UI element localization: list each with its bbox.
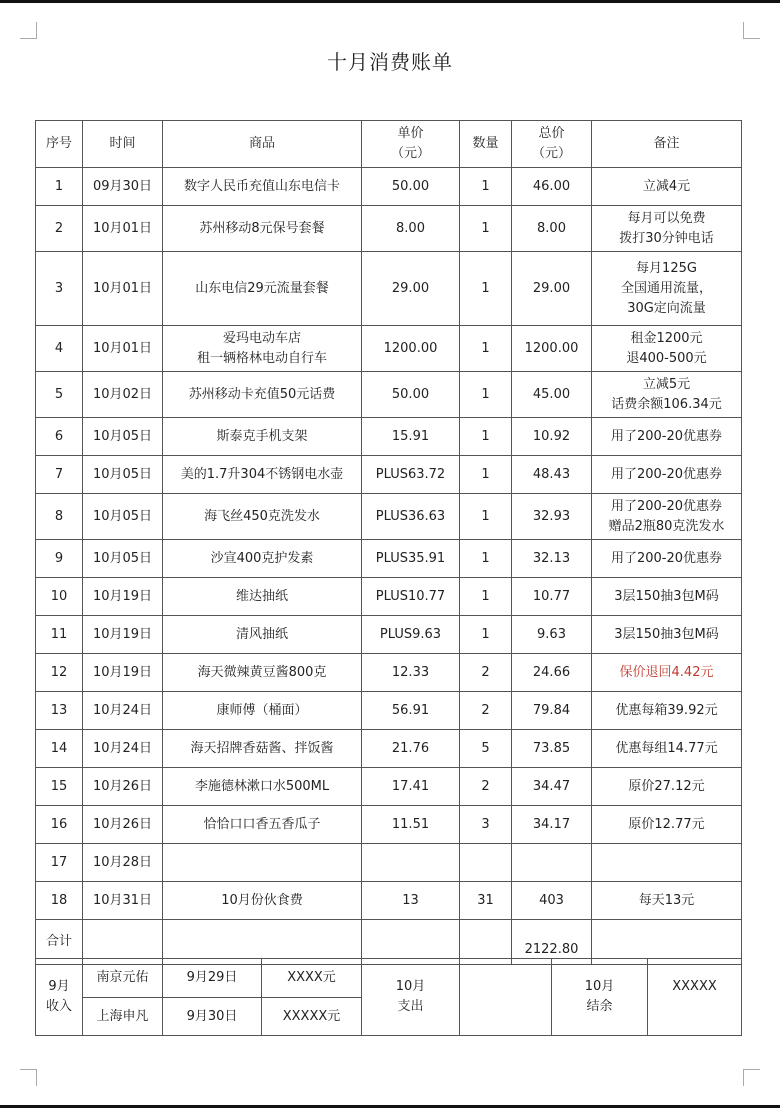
cell-qty: 31 xyxy=(460,882,512,920)
cell-item: 美的1.7升304不锈钢电水壶 xyxy=(163,456,362,494)
income-label: 9月 收入 xyxy=(36,959,83,1036)
cell-qty: 1 xyxy=(460,418,512,456)
cell-time: 10月19日 xyxy=(83,578,163,616)
cell-seq: 2 xyxy=(36,206,83,252)
cell-note: 优惠每箱39.92元 xyxy=(592,692,742,730)
cell-time: 10月01日 xyxy=(83,252,163,326)
cell-qty: 1 xyxy=(460,326,512,372)
cell-note: 3层150抽3包M码 xyxy=(592,578,742,616)
table-row xyxy=(36,768,742,806)
cell-qty: 1 xyxy=(460,540,512,578)
table-row xyxy=(36,206,742,252)
cell-total: 34.17 xyxy=(512,806,592,844)
cell-seq: 5 xyxy=(36,372,83,418)
income-amount-1: XXXX元 xyxy=(262,959,362,998)
expense-value xyxy=(460,959,552,1036)
table-row xyxy=(36,540,742,578)
cell-time: 10月31日 xyxy=(83,882,163,920)
cell-note: 每月125G 全国通用流量， 30G定向流量 xyxy=(592,252,742,326)
cell-item: 山东电信29元流量套餐 xyxy=(163,252,362,326)
cell-qty: 2 xyxy=(460,692,512,730)
balance-label: 10月 结余 xyxy=(552,959,648,1036)
cell-seq: 8 xyxy=(36,494,83,540)
table-row xyxy=(36,252,742,326)
cell-qty: 1 xyxy=(460,252,512,326)
cell-seq: 3 xyxy=(36,252,83,326)
cell-seq: 13 xyxy=(36,692,83,730)
corner-mark-top-right xyxy=(743,22,760,39)
cell-time: 10月26日 xyxy=(83,806,163,844)
table-row xyxy=(36,844,742,882)
cell-total: 8.00 xyxy=(512,206,592,252)
income-date-2: 9月30日 xyxy=(163,998,262,1036)
cell-price: 50.00 xyxy=(362,168,460,206)
cell-total: 79.84 xyxy=(512,692,592,730)
income-source-2: 上海申凡 xyxy=(83,998,163,1036)
top-border xyxy=(0,0,780,3)
cell-total xyxy=(512,844,592,882)
cell-item: 沙宣400克护发素 xyxy=(163,540,362,578)
cell-qty: 1 xyxy=(460,616,512,654)
cell-time: 10月05日 xyxy=(83,418,163,456)
cell-seq: 6 xyxy=(36,418,83,456)
expense-label: 10月 支出 xyxy=(362,959,460,1036)
cell-item: 恰恰口口香五香瓜子 xyxy=(163,806,362,844)
table-row xyxy=(36,372,742,418)
cell-seq: 16 xyxy=(36,806,83,844)
bill-table-body xyxy=(36,121,742,965)
cell-qty: 3 xyxy=(460,806,512,844)
table-row xyxy=(36,494,742,540)
cell-note: 用了200-20优惠券 xyxy=(592,456,742,494)
cell-price: 11.51 xyxy=(362,806,460,844)
corner-mark-bottom-right xyxy=(743,1069,760,1086)
cell-qty: 1 xyxy=(460,494,512,540)
cell-price: 50.00 xyxy=(362,372,460,418)
cell-price: PLUS36.63 xyxy=(362,494,460,540)
cell-total: 46.00 xyxy=(512,168,592,206)
page-title: 十月消费账单 xyxy=(327,50,453,74)
table-row xyxy=(36,326,742,372)
cell-item xyxy=(163,844,362,882)
cell-note: 每天13元 xyxy=(592,882,742,920)
cell-qty: 1 xyxy=(460,578,512,616)
cell-item: 数字人民币充值山东电信卡 xyxy=(163,168,362,206)
cell-seq: 14 xyxy=(36,730,83,768)
table-row xyxy=(36,168,742,206)
cell-item: 海天招牌香菇酱、拌饭酱 xyxy=(163,730,362,768)
table-row xyxy=(36,692,742,730)
cell-seq: 10 xyxy=(36,578,83,616)
cell-note: 用了200-20优惠券 xyxy=(592,418,742,456)
cell-item: 爱玛电动车店 租一辆格林电动自行车 xyxy=(163,326,362,372)
cell-qty xyxy=(460,844,512,882)
cell-qty: 1 xyxy=(460,372,512,418)
cell-qty: 2 xyxy=(460,654,512,692)
cell-item: 李施德林漱口水500ML xyxy=(163,768,362,806)
table-row xyxy=(36,578,742,616)
cell-total: 45.00 xyxy=(512,372,592,418)
cell-price: PLUS35.91 xyxy=(362,540,460,578)
cell-time: 10月05日 xyxy=(83,540,163,578)
cell-note: 立减4元 xyxy=(592,168,742,206)
cell-total: 24.66 xyxy=(512,654,592,692)
cell-time: 10月19日 xyxy=(83,654,163,692)
cell-seq: 17 xyxy=(36,844,83,882)
cell-qty: 5 xyxy=(460,730,512,768)
cell-total: 34.47 xyxy=(512,768,592,806)
cell-seq: 4 xyxy=(36,326,83,372)
cell-item: 海飞丝450克洗发水 xyxy=(163,494,362,540)
corner-mark-bottom-left xyxy=(20,1069,37,1086)
cell-time: 10月28日 xyxy=(83,844,163,882)
cell-time: 10月26日 xyxy=(83,768,163,806)
total-label: 合计 xyxy=(36,920,83,965)
cell-price xyxy=(362,844,460,882)
cell-seq: 11 xyxy=(36,616,83,654)
header-item: 商品 xyxy=(163,121,362,168)
cell-total: 10.77 xyxy=(512,578,592,616)
cell-total: 9.63 xyxy=(512,616,592,654)
cell-item: 清风抽纸 xyxy=(163,616,362,654)
cell-total: 73.85 xyxy=(512,730,592,768)
balance-value: XXXXX xyxy=(648,959,742,1036)
cell-seq: 18 xyxy=(36,882,83,920)
cell-item: 维达抽纸 xyxy=(163,578,362,616)
cell-seq: 15 xyxy=(36,768,83,806)
cell-note: 保价退回4.42元 xyxy=(592,654,742,692)
cell-price: 8.00 xyxy=(362,206,460,252)
bill-table xyxy=(35,120,742,965)
cell-note: 3层150抽3包M码 xyxy=(592,616,742,654)
cell-total: 10.92 xyxy=(512,418,592,456)
cell-note: 租金1200元 退400-500元 xyxy=(592,326,742,372)
cell-total: 48.43 xyxy=(512,456,592,494)
cell-total: 32.13 xyxy=(512,540,592,578)
table-row xyxy=(36,456,742,494)
summary-table xyxy=(35,958,742,1036)
cell-total: 403 xyxy=(512,882,592,920)
cell-qty: 1 xyxy=(460,456,512,494)
header-row xyxy=(36,121,742,168)
cell-seq: 12 xyxy=(36,654,83,692)
cell-price: 29.00 xyxy=(362,252,460,326)
cell-note xyxy=(592,844,742,882)
table-row xyxy=(36,882,742,920)
table-row xyxy=(36,616,742,654)
cell-item: 10月份伙食费 xyxy=(163,882,362,920)
income-date-1: 9月29日 xyxy=(163,959,262,998)
cell-time: 10月02日 xyxy=(83,372,163,418)
income-amount-2: XXXXX元 xyxy=(262,998,362,1036)
total-value: 2122.80 xyxy=(512,920,592,965)
cell-note: 用了200-20优惠券 赠品2瓶80克洗发水 xyxy=(592,494,742,540)
cell-item: 康师傅（桶面） xyxy=(163,692,362,730)
cell-qty: 2 xyxy=(460,768,512,806)
cell-total: 32.93 xyxy=(512,494,592,540)
cell-price: 17.41 xyxy=(362,768,460,806)
cell-price: 21.76 xyxy=(362,730,460,768)
cell-time: 10月24日 xyxy=(83,730,163,768)
cell-price: 13 xyxy=(362,882,460,920)
cell-seq: 1 xyxy=(36,168,83,206)
cell-time: 10月24日 xyxy=(83,692,163,730)
cell-price: 1200.00 xyxy=(362,326,460,372)
cell-price: 15.91 xyxy=(362,418,460,456)
cell-time: 10月19日 xyxy=(83,616,163,654)
cell-price: 56.91 xyxy=(362,692,460,730)
cell-item: 苏州移动卡充值50元话费 xyxy=(163,372,362,418)
table-row xyxy=(36,806,742,844)
cell-item: 斯泰克手机支架 xyxy=(163,418,362,456)
cell-time: 10月05日 xyxy=(83,456,163,494)
corner-mark-top-left xyxy=(20,22,37,39)
cell-item: 苏州移动8元保号套餐 xyxy=(163,206,362,252)
cell-price: PLUS9.63 xyxy=(362,616,460,654)
cell-item: 海天微辣黄豆酱800克 xyxy=(163,654,362,692)
table-row xyxy=(36,654,742,692)
cell-seq: 7 xyxy=(36,456,83,494)
cell-qty: 1 xyxy=(460,168,512,206)
header-qty: 数量 xyxy=(460,121,512,168)
cell-price: 12.33 xyxy=(362,654,460,692)
cell-note: 每月可以免费 拨打30分钟电话 xyxy=(592,206,742,252)
cell-note: 优惠每组14.77元 xyxy=(592,730,742,768)
cell-time: 10月01日 xyxy=(83,326,163,372)
cell-note: 原价12.77元 xyxy=(592,806,742,844)
cell-time: 09月30日 xyxy=(83,168,163,206)
cell-seq: 9 xyxy=(36,540,83,578)
cell-total: 29.00 xyxy=(512,252,592,326)
cell-price: PLUS10.77 xyxy=(362,578,460,616)
header-note: 备注 xyxy=(592,121,742,168)
table-row xyxy=(36,418,742,456)
cell-price: PLUS63.72 xyxy=(362,456,460,494)
header-seq: 序号 xyxy=(36,121,83,168)
cell-note: 用了200-20优惠券 xyxy=(592,540,742,578)
header-time: 时间 xyxy=(83,121,163,168)
cell-note: 原价27.12元 xyxy=(592,768,742,806)
cell-note: 立减5元 话费余额106.34元 xyxy=(592,372,742,418)
cell-total: 1200.00 xyxy=(512,326,592,372)
income-source-1: 南京元佑 xyxy=(83,959,163,998)
cell-time: 10月05日 xyxy=(83,494,163,540)
table-row xyxy=(36,730,742,768)
header-unit-price: 单价 （元） xyxy=(362,121,460,168)
cell-time: 10月01日 xyxy=(83,206,163,252)
cell-qty: 1 xyxy=(460,206,512,252)
header-total: 总价 （元） xyxy=(512,121,592,168)
